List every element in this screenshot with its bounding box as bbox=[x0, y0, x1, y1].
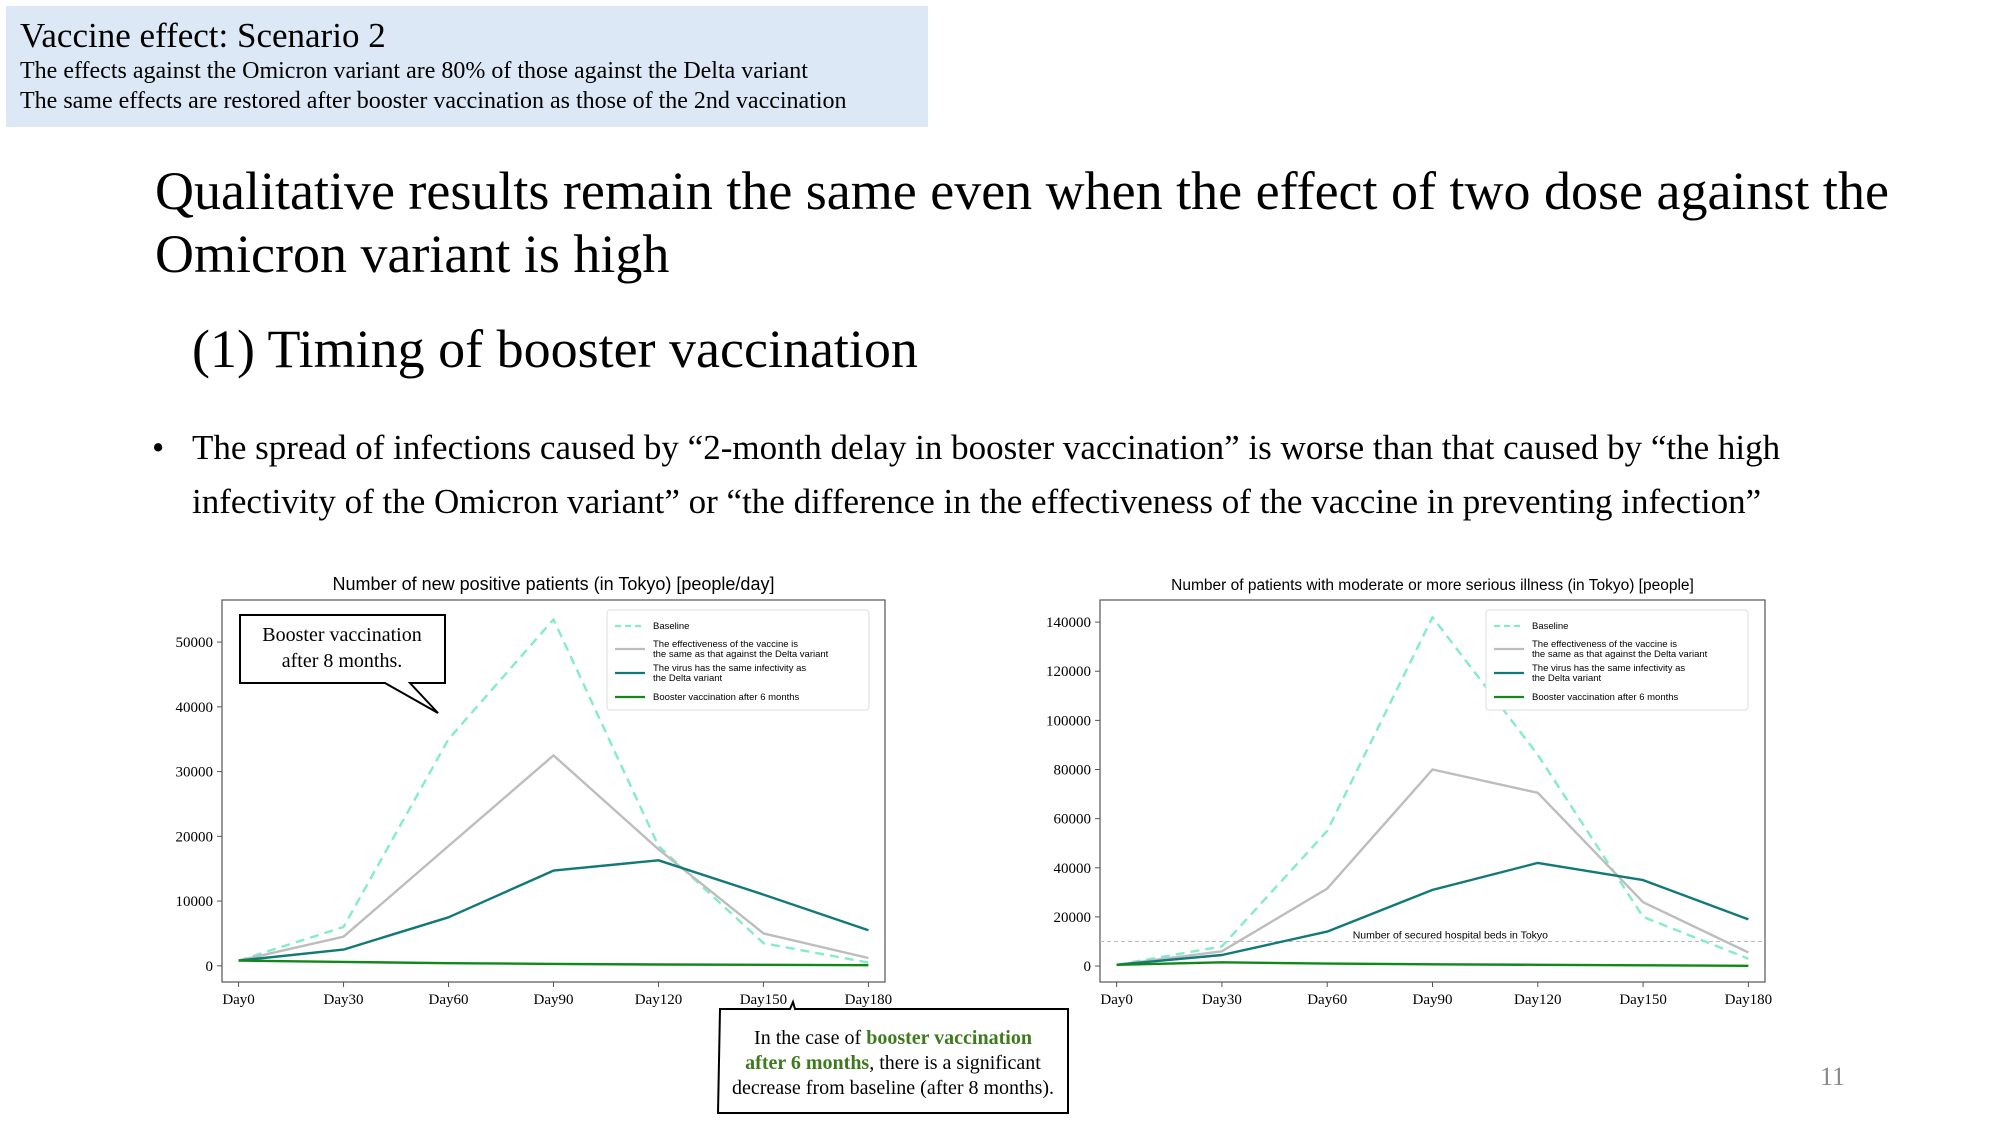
page-number: 11 bbox=[1820, 1062, 1846, 1091]
bottom-callout-line-1 bbox=[754, 1027, 1032, 1049]
x-tick-label: Day180 bbox=[1724, 992, 1773, 1008]
scenario-box bbox=[6, 6, 928, 127]
bottom-callout-pre: In the case of bbox=[754, 1027, 867, 1049]
y-tick-label: 0 bbox=[205, 958, 213, 975]
y-tick-label: 40000 bbox=[175, 699, 213, 716]
x-tick-label: Day90 bbox=[533, 992, 574, 1008]
chart-serious-illness-patients bbox=[1020, 570, 1780, 1010]
annotation-line-2: after 8 months. bbox=[281, 650, 403, 672]
y-tick-label: 80000 bbox=[1053, 762, 1091, 779]
bottom-callout-line-2 bbox=[745, 1052, 1041, 1074]
reference-line-label: Number of secured hospital beds in Tokyo bbox=[1352, 929, 1549, 942]
scenario-title: Vaccine effect: Scenario 2 bbox=[20, 16, 386, 55]
legend-label-line: Baseline bbox=[1532, 621, 1569, 632]
legend-label-line: The virus has the same infectivity as bbox=[653, 663, 807, 674]
x-tick-label: Day30 bbox=[323, 992, 364, 1008]
series-line-4 bbox=[1117, 962, 1749, 966]
y-tick-label: 60000 bbox=[1053, 811, 1091, 828]
y-tick-label: 30000 bbox=[175, 764, 213, 781]
legend-label-line: Baseline bbox=[653, 621, 690, 632]
chart-title: Number of patients with moderate or more serious illness (in Tokyo) [people] bbox=[1171, 577, 1694, 594]
legend-label-4 bbox=[1532, 692, 1679, 703]
x-tick-label: Day120 bbox=[634, 992, 683, 1008]
x-tick-label: Day0 bbox=[1100, 992, 1133, 1008]
y-tick-label: 0 bbox=[1083, 959, 1091, 976]
annotation-line-1: Booster vaccination bbox=[262, 624, 422, 646]
bullet-dot-icon: • bbox=[152, 428, 165, 467]
x-tick-label: Day30 bbox=[1201, 992, 1242, 1008]
legend-label-line: Booster vaccination after 6 months bbox=[653, 692, 800, 703]
chart-title: Number of new positive patients (in Tokyo) [people/day] bbox=[332, 574, 775, 594]
y-tick-label: 40000 bbox=[1053, 860, 1091, 877]
bottom-callout-post: , there is a significant bbox=[869, 1052, 1041, 1074]
series-line-4 bbox=[239, 961, 869, 966]
legend-label-line: The virus has the same infectivity as bbox=[1532, 663, 1686, 674]
x-tick-label: Day150 bbox=[739, 992, 788, 1008]
legend-label-line: The effectiveness of the vaccine is bbox=[653, 639, 799, 650]
y-tick-label: 120000 bbox=[1046, 664, 1091, 681]
chart-new-positive-svg bbox=[160, 570, 910, 1010]
y-tick-label: 50000 bbox=[175, 635, 213, 652]
scenario-line-1: The effects against the Omicron variant are 80% of those against the Delta variant bbox=[20, 58, 808, 84]
x-tick-label: Day0 bbox=[222, 992, 255, 1008]
scenario-line-2: The same effects are restored after booster vaccination as those of the 2nd vaccination bbox=[20, 88, 847, 114]
legend-label-1 bbox=[1532, 621, 1568, 632]
bottom-callout-bold-1: booster vaccination bbox=[866, 1027, 1032, 1049]
legend-label-line: the Delta variant bbox=[1532, 673, 1602, 684]
y-tick-label: 10000 bbox=[175, 894, 213, 911]
slide-subheading: (1) Timing of booster vaccination bbox=[192, 319, 918, 379]
x-tick-label: Day150 bbox=[1619, 992, 1667, 1008]
x-tick-label: Day180 bbox=[844, 992, 893, 1008]
series-line-3 bbox=[1117, 863, 1749, 965]
legend-label-line: The effectiveness of the vaccine is bbox=[1532, 639, 1678, 650]
y-tick-label: 20000 bbox=[175, 829, 213, 846]
x-tick-label: Day90 bbox=[1412, 992, 1453, 1008]
legend-label-1 bbox=[653, 621, 689, 632]
y-tick-label: 20000 bbox=[1053, 909, 1091, 926]
chart-new-positive-patients bbox=[160, 570, 910, 1010]
bottom-callout-svg bbox=[700, 1000, 1080, 1118]
bottom-callout-bold-2: after 6 months bbox=[745, 1052, 870, 1074]
x-tick-label: Day60 bbox=[428, 992, 469, 1008]
legend-label-line: the same as that against the Delta variant bbox=[1532, 649, 1708, 660]
chart-serious-illness-svg bbox=[1020, 570, 1780, 1010]
bottom-callout-line-3: decrease from baseline (after 8 months). bbox=[731, 1077, 1055, 1099]
bottom-callout bbox=[700, 1000, 1080, 1118]
y-tick-label: 140000 bbox=[1046, 615, 1091, 632]
bullet-point bbox=[152, 421, 1932, 529]
x-tick-label: Day120 bbox=[1514, 992, 1562, 1008]
y-tick-label: 100000 bbox=[1046, 713, 1091, 730]
legend-label-line: Booster vaccination after 6 months bbox=[1532, 692, 1679, 703]
legend-label-4 bbox=[653, 692, 800, 703]
legend-label-line: the same as that against the Delta variant bbox=[653, 649, 829, 660]
slide-headline: Qualitative results remain the same even when the effect of two dose against the Omicron variant is high bbox=[155, 161, 1889, 284]
bullet-text: The spread of infections caused by “2-month delay in booster vaccination” is worse than that caused by “the high infectivity of the Omicron variant” or “the difference in the effectiveness of the vaccine in preventing infection” bbox=[192, 428, 1781, 521]
series-line-2 bbox=[239, 755, 869, 960]
legend-label-line: the Delta variant bbox=[653, 673, 723, 684]
x-tick-label: Day60 bbox=[1307, 992, 1348, 1008]
